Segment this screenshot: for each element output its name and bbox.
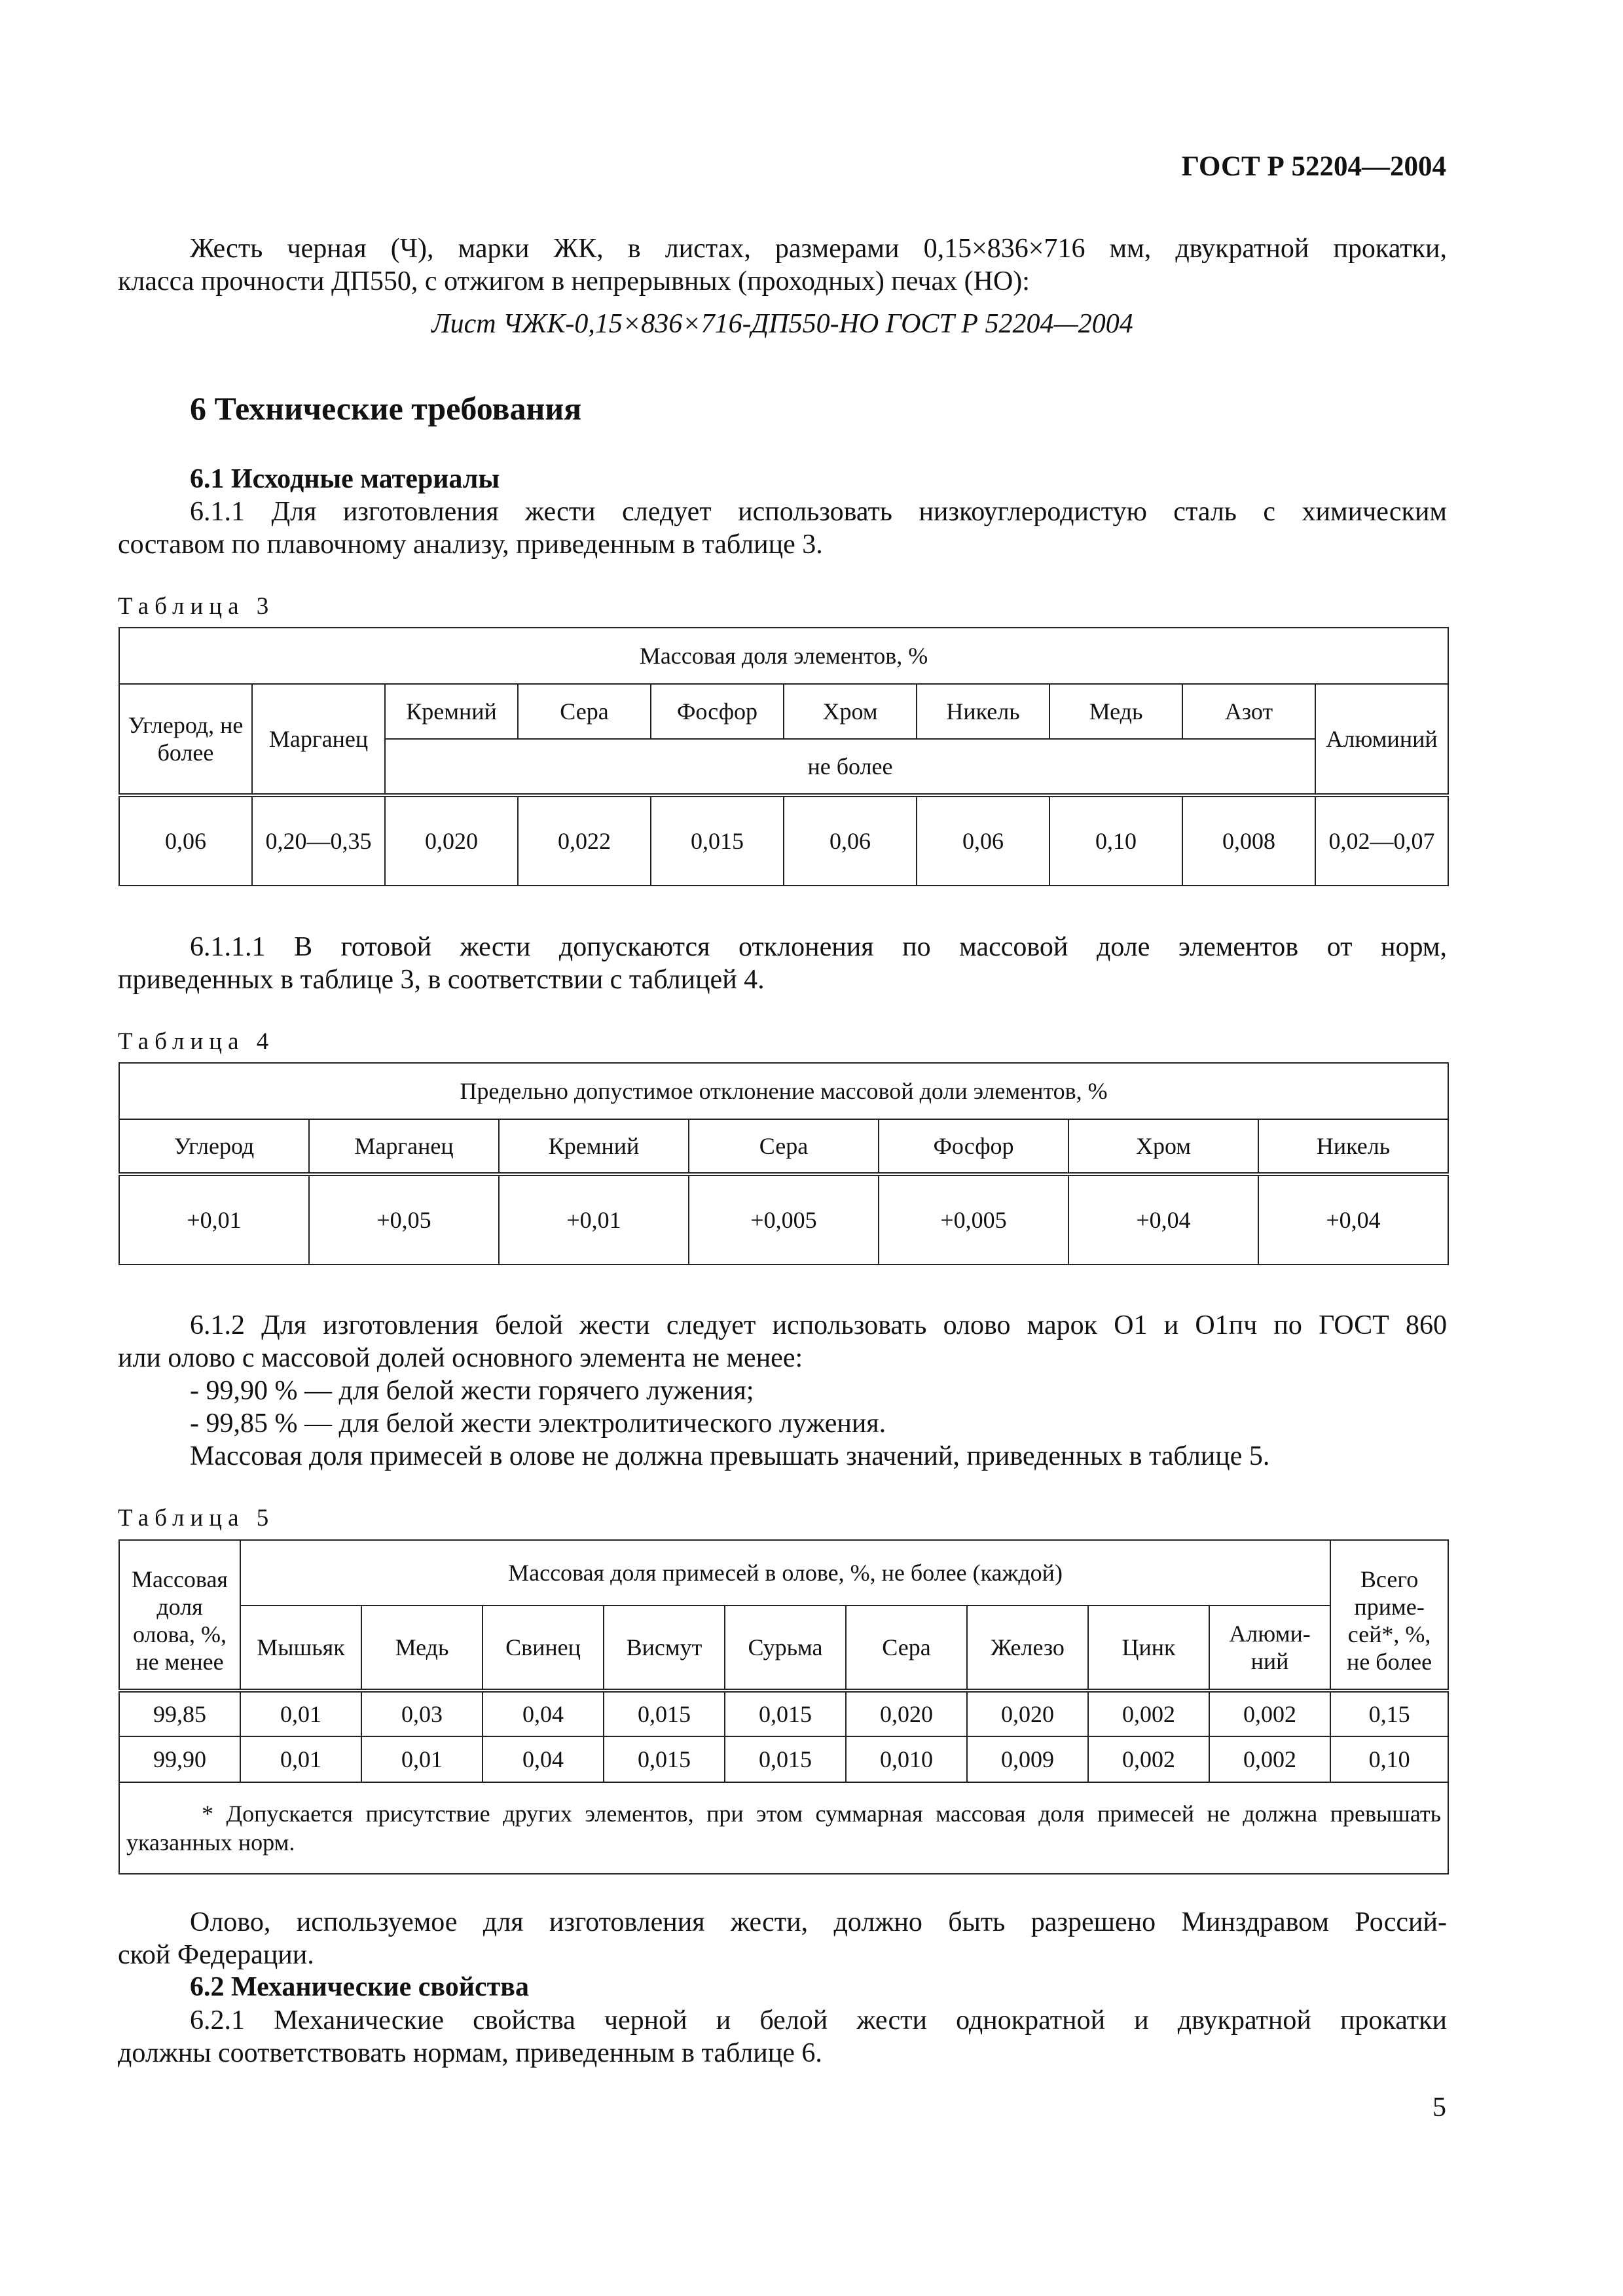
table-3-cell: 0,20—0,35 [252,795,385,886]
table-5-col-header: Свинец [483,1605,604,1691]
table-4-cell: +0,005 [879,1174,1068,1265]
table-3-col-header: Никель [917,684,1049,739]
table-4-cell: +0,04 [1258,1174,1448,1265]
para-6-1-2-line-1: 6.1.2 Для изготовления белой жести следует использовать олово марок О1 и О1пч по ГОСТ 860 [190,1310,1447,1340]
table-5-cell: 0,009 [967,1736,1088,1782]
table-5-cell: 99,90 [119,1736,240,1782]
designation-example: Лист ЧЖК-0,15×836×716-ДП550-НО ГОСТ Р 52204—2004 [431,309,1133,339]
table-4-col-header: Марганец [309,1119,499,1174]
table-3-sub-header: не более [385,739,1315,795]
table-3-col-header: Хром [784,684,917,739]
table-5-cell: 99,85 [119,1691,240,1736]
table-5-cell: 0,01 [240,1691,361,1736]
table-3-aluminium-header: Алюминий [1315,684,1448,795]
table-5-cell: 0,04 [483,1736,604,1782]
para-6-1-1-line-2: составом по плавочному анализу, приведенным в таблице 3. [118,529,823,560]
table-3-cell: 0,015 [651,795,784,886]
table-4-header: Предельно допустимое отклонение массовой доли элементов, % [119,1063,1448,1119]
table-3-col-header: Фосфор [651,684,784,739]
table-4-cell: +0,005 [689,1174,879,1265]
table-5-col-header: Сера [846,1605,967,1691]
table-5-row [119,1691,1448,1736]
para-6-2-1-line-1: 6.2.1 Механические свойства черной и белой жести однократной и двукратной прокатки [190,2005,1447,2036]
table-3-col-header: Сера [518,684,651,739]
intro-line-1: Жесть черная (Ч), марки ЖК, в листах, размерами 0,15×836×716 мм, двукратной прокатки, [190,234,1447,264]
table-5-cell: 0,015 [604,1691,725,1736]
table-5-cell: 0,002 [1209,1736,1330,1782]
table-5-cell: 0,002 [1088,1691,1209,1736]
table-3-data-row [119,795,1448,886]
table-5-col-header: Цинк [1088,1605,1209,1691]
section-6-2-title: 6.2 Механические свойства [190,1972,529,2002]
table-5-total-header: Всего приме-сей*, %, не более [1330,1540,1448,1691]
table-4 [119,1062,1449,1265]
table-3-cell: 0,008 [1182,795,1315,886]
table-3 [119,627,1449,886]
table-5-tin-header: Массовая доля олова, %, не менее [119,1540,240,1691]
table-5-col-header: Железо [967,1605,1088,1691]
table-4-cell: +0,01 [119,1174,309,1265]
table-5-cell: 0,015 [604,1736,725,1782]
table-5-cell: 0,015 [725,1691,846,1736]
para-6-2-1-line-2: должны соответствовать нормам, приведенным в таблице 6. [118,2038,822,2068]
table-4-col-header: Фосфор [879,1119,1068,1174]
table-5-cell: 0,15 [1330,1691,1448,1736]
table-3-cell: 0,02—0,07 [1315,795,1448,886]
intro-line-2: класса прочности ДП550, с отжигом в непрерывных (проходных) печах (НО): [118,266,1030,296]
table-3-group-header-row [119,628,1448,684]
table-3-cell: 0,06 [784,795,917,886]
table-5-cell: 0,002 [1209,1691,1330,1736]
table-4-col-header: Никель [1258,1119,1448,1174]
table-4-cell: +0,05 [309,1174,499,1265]
table-4-data-row [119,1174,1448,1265]
tin-note-line-2: ской Федерации. [118,1940,314,1970]
table-5-cell: 0,01 [240,1736,361,1782]
table-5-footnote: * Допускается присутствие других элементов, при этом суммарная массовая доля примесей не должна превышать указанных норм. [119,1782,1448,1874]
table-3-cell: 0,020 [385,795,518,886]
table-5-col-header: Алюми-ний [1209,1605,1330,1691]
table-4-cell: +0,01 [499,1174,689,1265]
table-3-caption: Таблица 3 [118,593,275,620]
table-5-cell: 0,020 [846,1691,967,1736]
table-5-cell: 0,010 [846,1736,967,1782]
table-4-col-header: Сера [689,1119,879,1174]
para-6-1-2-line-3: Массовая доля примесей в олове не должна превышать значений, приведенных в таблице 5. [190,1441,1270,1471]
table-3-col-header: Медь [1049,684,1182,739]
table-5-cell: 0,002 [1088,1736,1209,1782]
para-6-1-1-line-1: 6.1.1 Для изготовления жести следует использовать низкоуглеродистую сталь с химическим [190,497,1447,527]
section-6-title: 6 Технические требования [190,390,582,427]
table-5-cell: 0,01 [361,1736,483,1782]
table-3-carbon-header: Углерод, не более [119,684,252,795]
document-number: ГОСТ Р 52204—2004 [1181,151,1446,182]
table-3-cell: 0,06 [917,795,1049,886]
para-6-1-1-1-line-2: приведенных в таблице 3, в соответствии с таблицей 4. [118,965,765,995]
page-number: 5 [1432,2092,1446,2123]
table-4-cell: +0,04 [1068,1174,1258,1265]
table-5-cell: 0,10 [1330,1736,1448,1782]
table-5-caption: Таблица 5 [118,1505,275,1532]
para-6-1-1-1-line-1: 6.1.1.1 В готовой жести допускаются отклонения по массовой доле элементов от норм, [190,932,1447,962]
table-5-col-header: Висмут [604,1605,725,1691]
table-5-row [119,1736,1448,1782]
table-5-cell: 0,04 [483,1691,604,1736]
table-5-col-header: Мышьяк [240,1605,361,1691]
table-4-col-header: Кремний [499,1119,689,1174]
table-3-cell: 0,10 [1049,795,1182,886]
section-6-1-title: 6.1 Исходные материалы [190,464,500,494]
para-6-1-2-item-1: - 99,90 % — для белой жести горячего лужения; [190,1376,754,1406]
para-6-1-2-line-2: или олово с массовой долей основного элемента не менее: [118,1343,803,1373]
table-3-cell: 0,06 [119,795,252,886]
table-5-col-header: Медь [361,1605,483,1691]
table-5-col-header: Сурьма [725,1605,846,1691]
table-3-manganese-header: Марганец [252,684,385,795]
para-6-1-2-item-2: - 99,85 % — для белой жести электролитического лужения. [190,1408,886,1439]
table-4-col-header: Хром [1068,1119,1258,1174]
table-3-cell: 0,022 [518,795,651,886]
table-5-group-header: Массовая доля примесей в олове, %, не более (каждой) [240,1540,1330,1605]
table-4-col-header: Углерод [119,1119,309,1174]
table-5 [119,1539,1449,1874]
table-5-cell: 0,03 [361,1691,483,1736]
table-3-col-header: Азот [1182,684,1315,739]
table-5-cell: 0,015 [725,1736,846,1782]
table-5-cell: 0,020 [967,1691,1088,1736]
table-3-col-header: Кремний [385,684,518,739]
tin-note-line-1: Олово, используемое для изготовления жести, должно быть разрешено Минздравом Россий- [190,1907,1447,1937]
table-4-caption: Таблица 4 [118,1028,275,1055]
table-3-group-header: Массовая доля элементов, % [119,628,1448,684]
